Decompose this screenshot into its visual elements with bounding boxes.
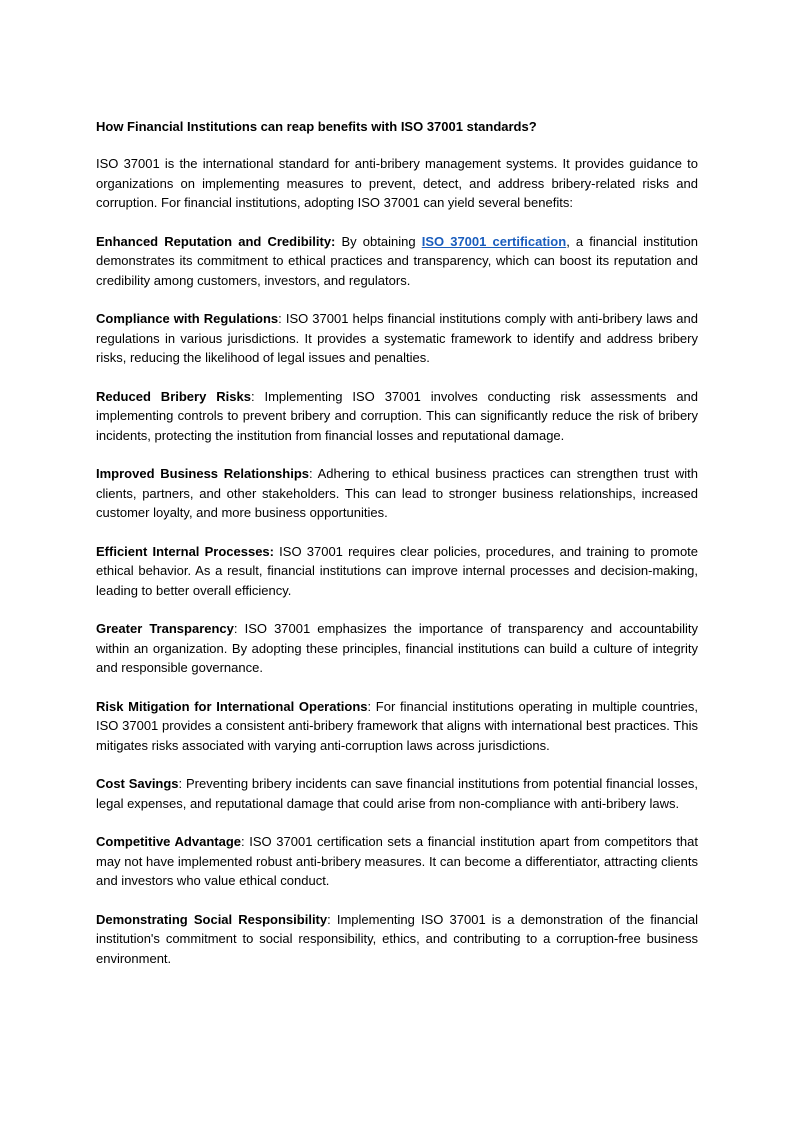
document-page (96, 117, 698, 987)
section-heading: Risk Mitigation for International Operations (96, 698, 368, 714)
section-reduced-risks (96, 387, 698, 446)
section-body: ISO 37001 requires clear policies, procedures, and training to promote ethical behavior. As a result, financial institutions can improve internal processes and decision-making, leading to better overall efficiency. (96, 543, 699, 598)
section-heading: Compliance with Regulations (96, 311, 279, 326)
section-body: : For financial institutions operating in multiple countries, ISO 37001 provides a consistent anti-bribery framework that aligns with international best practices. This mitigates risks associated with varying anti-corruption laws across jurisdictions. (96, 698, 698, 753)
section-heading: Improved Business Relationships (96, 466, 309, 481)
section-body: , a financial institution demonstrates its commitment to ethical practices and transparency, which can boost its reputation and credibility among customers, investors, and regulators. (96, 233, 699, 288)
section-heading: Cost Savings (96, 776, 179, 791)
section-heading: Competitive Advantage (96, 834, 242, 849)
section-internal-processes (96, 542, 698, 601)
iso-certification-link[interactable]: ISO 37001 certification (421, 233, 567, 249)
section-heading: Greater Transparency (96, 621, 234, 636)
section-reputation (96, 232, 698, 291)
section-body: : Preventing bribery incidents can save financial institutions from potential financial losses, legal expenses, and reputational damage that could arise from non-compliance with anti-bribery laws. (96, 776, 698, 811)
document-title: How Financial Institutions can reap benefits with ISO 37001 standards? (96, 119, 537, 134)
section-body: : ISO 37001 certification sets a financial institution apart from competitors that may not have implemented robust anti-bribery measures. It can become a differentiator, attracting clients and investors who value ethical conduct. (96, 834, 699, 888)
section-heading: Efficient Internal Processes: (96, 543, 274, 559)
section-pre-link: By obtaining (335, 233, 422, 249)
section-body: : ISO 37001 helps financial institutions comply with anti-bribery laws and regulations in various jurisdictions. It provides a systematic framework to identify and address bribery risks, reducing the likelihood of legal issues and penalties. (96, 311, 698, 365)
section-body: : Implementing ISO 37001 is a demonstration of the financial institution's commitment to social responsibility, ethics, and contributing to a corruption-free business environment. (96, 911, 698, 966)
section-competitive (96, 832, 698, 891)
section-cost-savings (96, 774, 698, 813)
section-heading: Reduced Bribery Risks (96, 388, 251, 404)
section-heading: Enhanced Reputation and Credibility: (96, 233, 336, 249)
section-body: : ISO 37001 emphasizes the importance of transparency and accountability within an organization. By adopting these principles, financial institutions can build a culture of integrity and responsible governance. (96, 621, 699, 675)
section-international (96, 697, 698, 756)
section-body: : Implementing ISO 37001 involves conducting risk assessments and implementing controls to prevent bribery and corruption. This can significantly reduce the risk of bribery incidents, protecting the institution from financial losses and reputational damage. (96, 388, 699, 443)
section-transparency (96, 619, 698, 678)
section-compliance (96, 309, 698, 368)
section-heading: Demonstrating Social Responsibility (96, 911, 328, 927)
section-body: : Adhering to ethical business practices can strengthen trust with clients, partners, and other stakeholders. This can lead to stronger business relationships, increased customer loyalty, and more business opportunities. (96, 466, 698, 520)
section-relationships (96, 464, 698, 523)
section-social (96, 910, 698, 969)
intro-paragraph: ISO 37001 is the international standard for anti-bribery management systems. It provides guidance to organizations on implementing measures to prevent, detect, and address bribery-related risks and corruption. For financial institutions, adopting ISO 37001 can yield several benefits: (96, 156, 698, 210)
